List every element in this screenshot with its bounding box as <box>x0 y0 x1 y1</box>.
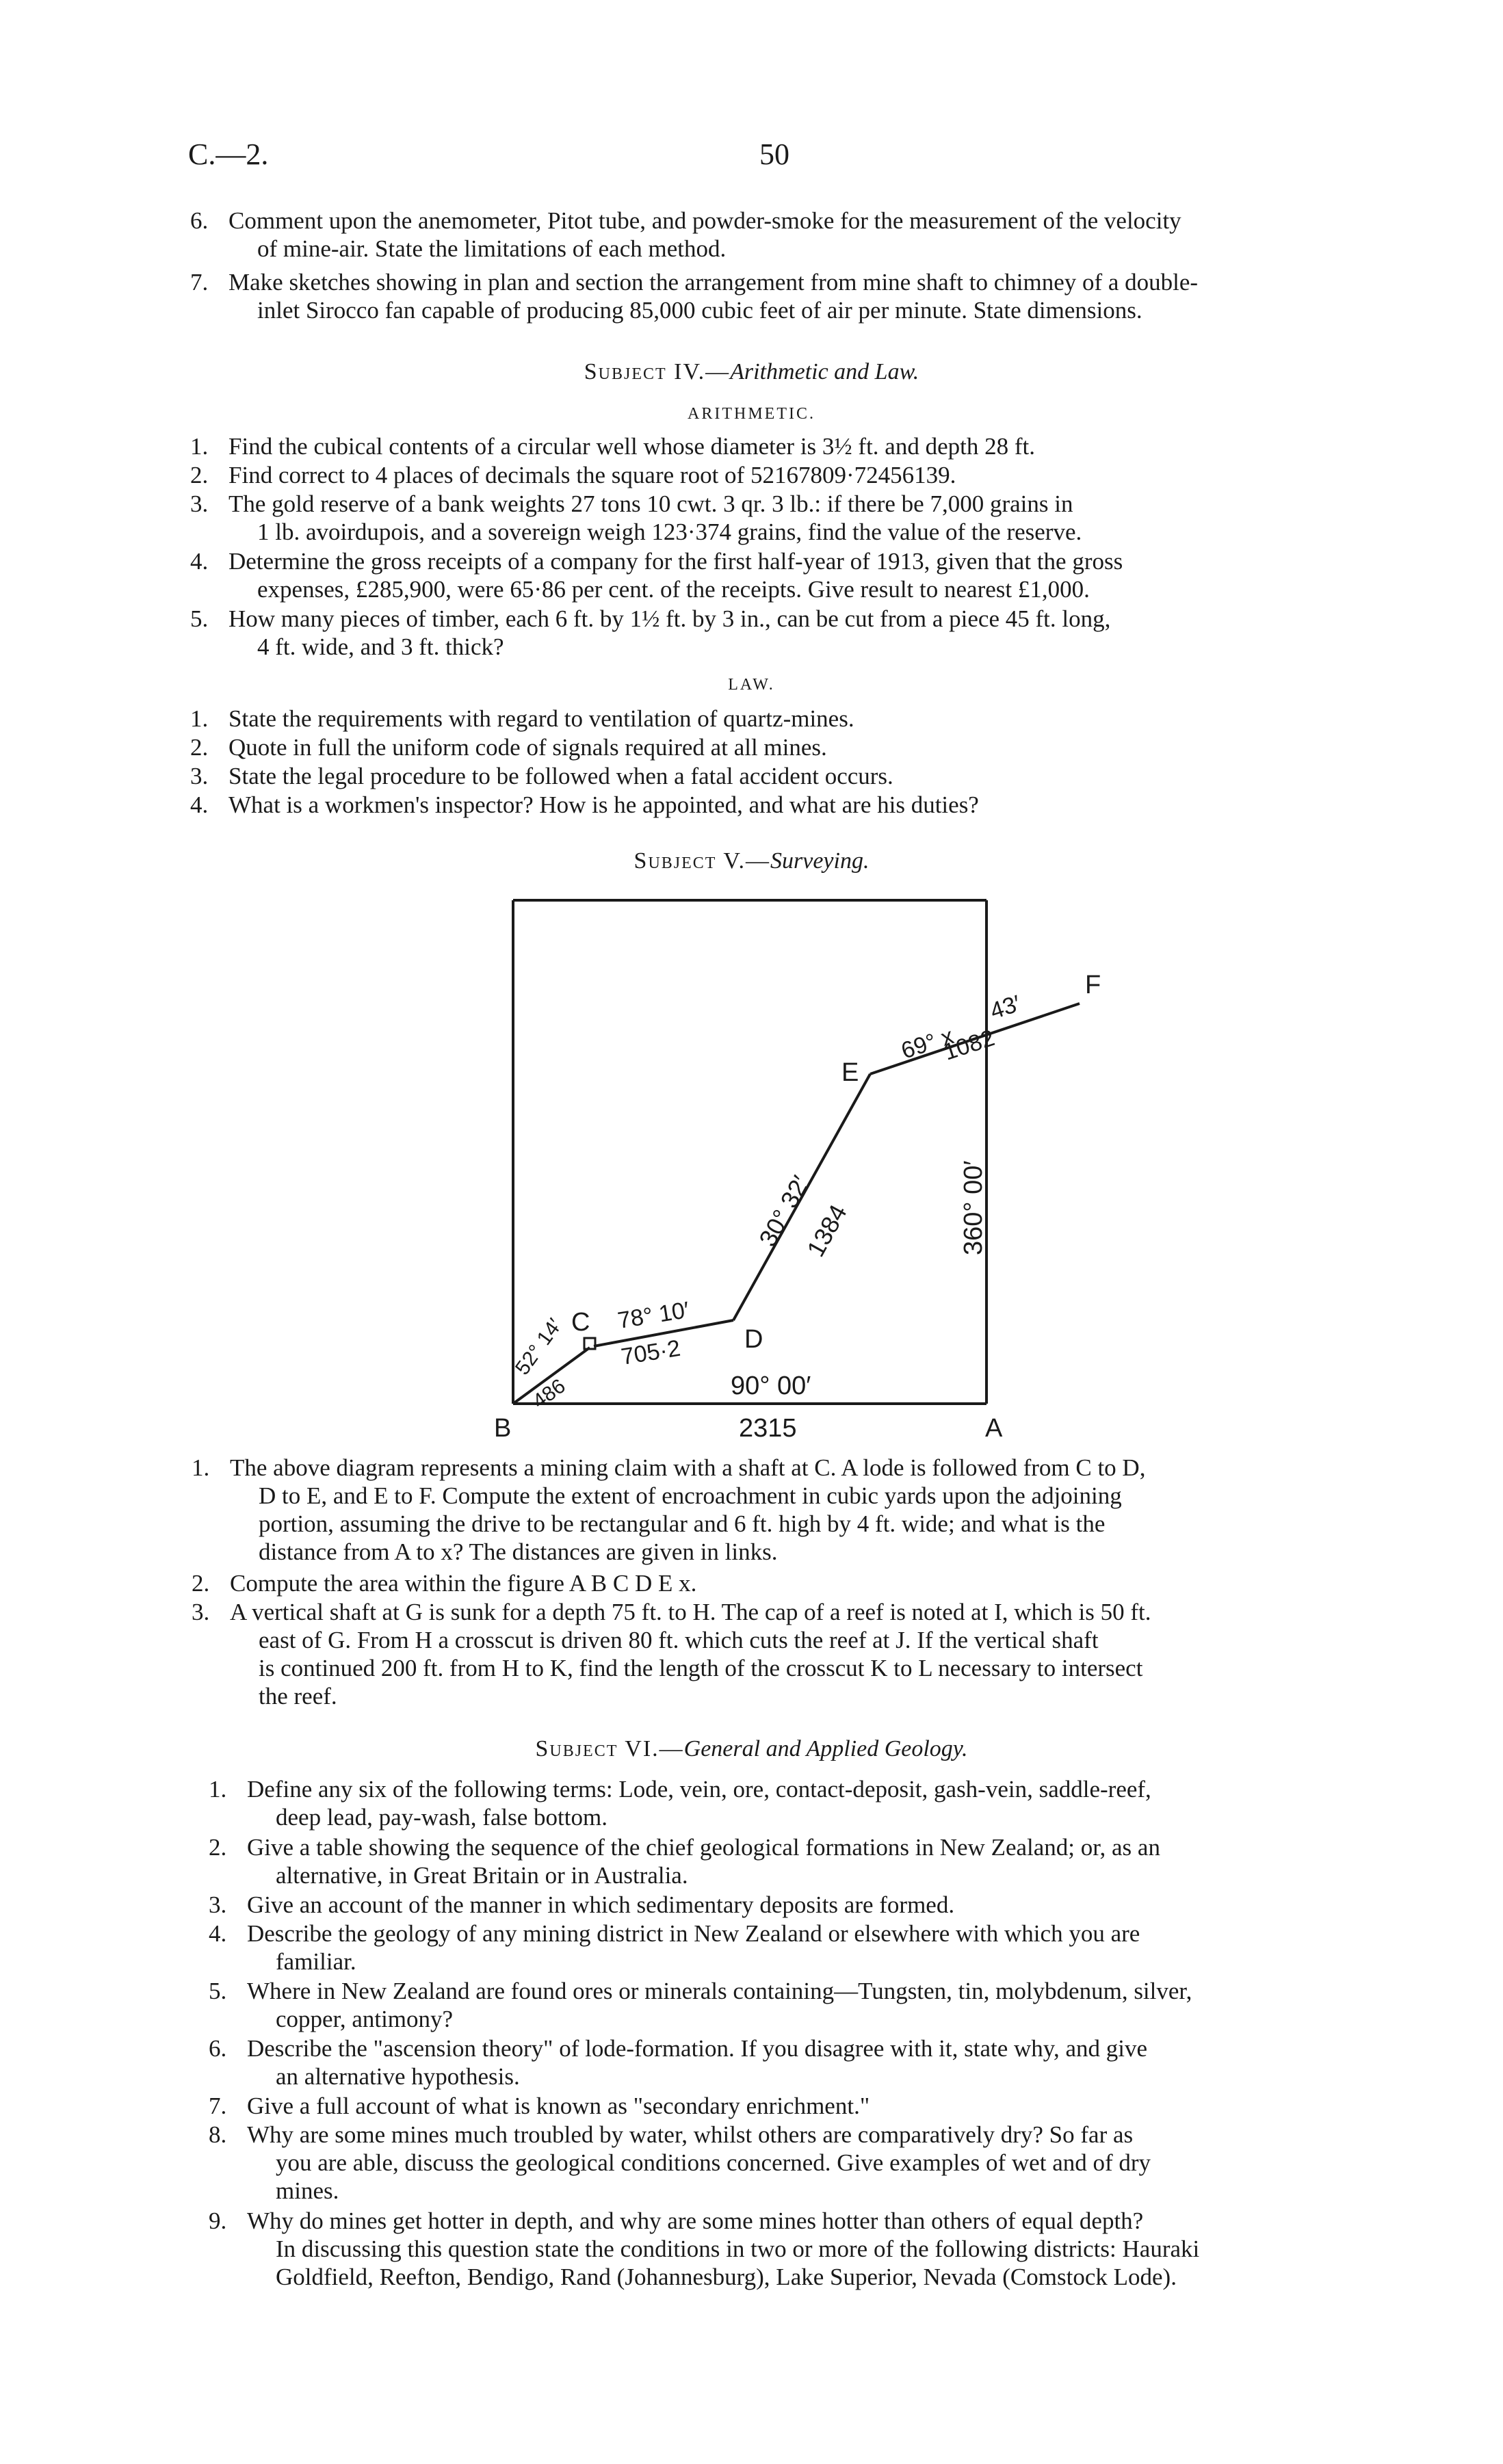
label-dist-Ex: 1082 <box>940 1025 998 1066</box>
label-bearing-CD: 78° 10′ <box>616 1296 692 1334</box>
question-line: How many pieces of timber, each 6 ft. by 1½ ft. by 3 in., can be cut from a piece 45 ft. long, <box>228 605 1111 632</box>
question-line: 4 ft. wide, and 3 ft. thick? <box>257 633 504 660</box>
question-line: The above diagram represents a mining claim with a shaft at C. A lode is followed from C to D, <box>230 1454 1146 1481</box>
question-line: Find correct to 4 places of decimals the square root of 52167809·72456139. <box>228 462 956 488</box>
question-line: Describe the geology of any mining district in New Zealand or elsewhere with which you are <box>247 1920 1140 1947</box>
question-line: What is a workmen's inspector? How is he appointed, and what are his duties? <box>228 791 979 818</box>
label-C: C <box>571 1308 590 1337</box>
question-line: inlet Sirocco fan capable of producing 85,000 cubic feet of air per minute. State dimensions. <box>257 297 1142 324</box>
question-line: Make sketches showing in plan and section the arrangement from mine shaft to chimney of a double- <box>228 269 1199 296</box>
question-line: portion, assuming the drive to be rectangular and 6 ft. high by 4 ft. wide; and what is the <box>259 1510 1106 1537</box>
label-bearing-Ax: 360° 00′ <box>959 1160 988 1255</box>
question-line: The gold reserve of a bank weights 27 tons 10 cwt. 3 qr. 3 lb.: if there be 7,000 grains in <box>228 490 1073 517</box>
question-line: distance from A to x? The distances are given in links. <box>259 1538 778 1565</box>
question-line: east of G. From H a crosscut is driven 80 ft. which cuts the reef at J. If the vertical shaft <box>259 1627 1099 1653</box>
question-line: Describe the "ascension theory" of lode-formation. If you disagree with it, state why, and give <box>247 2035 1148 2062</box>
label-A: A <box>985 1414 1003 1443</box>
question-line: Find the cubical contents of a circular well whose diameter is 3½ ft. and depth 28 ft. <box>228 433 1035 460</box>
label-D: D <box>744 1325 763 1354</box>
subject-iv-heading: Subject IV.—Arithmetic and Law. <box>584 359 919 384</box>
shaft-c-square <box>584 1338 595 1349</box>
label-bearing-BC: 52° 14′ <box>510 1314 567 1380</box>
question-line: Define any six of the following terms: Lode, vein, ore, contact-deposit, gash-vein, saddle-reef, <box>247 1776 1151 1803</box>
question-line: Comment upon the anemometer, Pitot tube, and powder-smoke for the measurement of the velocity <box>228 207 1181 234</box>
question-line: State the requirements with regard to ventilation of quartz-mines. <box>228 705 854 732</box>
question-line: Where in New Zealand are found ores or minerals containing—Tungsten, tin, molybdenum, silver, <box>247 1978 1192 2004</box>
document-code: C.—2. <box>188 137 269 171</box>
question-line: you are able, discuss the geological conditions concerned. Give examples of wet and of dry <box>276 2149 1151 2176</box>
law-heading: LAW. <box>728 676 775 694</box>
label-bearing-EF: 69° x <box>898 1023 957 1064</box>
arithmetic-heading: ARITHMETIC. <box>688 405 815 423</box>
question-line: copper, antimony? <box>276 2006 454 2032</box>
question-number: 6. <box>190 207 209 234</box>
subject-vi-heading: Subject VI.—General and Applied Geology. <box>535 1736 968 1761</box>
question-line: an alternative hypothesis. <box>276 2063 520 2090</box>
question-line: Compute the area within the figure A B C D E x. <box>230 1570 697 1597</box>
question-line: alternative, in Great Britain or in Australia. <box>276 1862 688 1889</box>
label-dist-BC: 486 <box>528 1374 570 1413</box>
question-line: mines. <box>276 2177 339 2204</box>
question-line: 1 lb. avoirdupois, and a sovereign weigh 123·374 grains, find the value of the reserve. <box>257 519 1082 545</box>
question-line: Give a table showing the sequence of the chief geological formations in New Zealand; or, as an <box>247 1834 1160 1861</box>
question-line: the reef. <box>259 1683 337 1709</box>
question-line: Quote in full the uniform code of signals required at all mines. <box>228 734 827 761</box>
label-E: E <box>841 1058 859 1087</box>
question-line: Determine the gross receipts of a company for the first half-year of 1913, given that the gross <box>228 548 1123 575</box>
label-x-to-F: 43′ <box>986 990 1024 1025</box>
question-line: D to E, and E to F. Compute the extent of encroachment in cubic yards upon the adjoining <box>259 1482 1122 1509</box>
label-B: B <box>494 1414 512 1443</box>
question-line: is continued 200 ft. from H to K, find the length of the crosscut K to L necessary to intersect <box>259 1655 1143 1681</box>
label-bearing-DE: 30° 32′ <box>753 1170 815 1251</box>
page-number: 50 <box>759 137 789 171</box>
label-dist-DE: 1384 <box>801 1199 852 1261</box>
question-line: Why are some mines much troubled by water, whilst others are comparatively dry? So far as <box>247 2121 1134 2148</box>
question-line: expenses, £285,900, were 65·86 per cent. of the receipts. Give result to nearest £1,000. <box>257 576 1090 603</box>
question-line: State the legal procedure to be followed when a fatal accident occurs. <box>228 763 893 789</box>
label-dist-BA: 2315 <box>739 1414 797 1443</box>
question-line: In discussing this question state the conditions in two or more of the following districts: Hauraki <box>276 2236 1200 2262</box>
question-line: familiar. <box>276 1948 356 1975</box>
survey-diagram <box>479 882 1136 1457</box>
label-bearing-BA: 90° 00′ <box>731 1372 811 1400</box>
question-line: Goldfield, Reefton, Bendigo, Rand (Johannesburg), Lake Superior, Nevada (Comstock Lode). <box>276 2264 1177 2290</box>
subject-v-heading: Subject V.—Surveying. <box>633 848 870 874</box>
question-line: A vertical shaft at G is sunk for a depth 75 ft. to H. The cap of a reef is noted at I, which is 50 ft. <box>230 1599 1151 1625</box>
question-line: Give a full account of what is known as "secondary enrichment." <box>247 2093 870 2119</box>
question-line: Why do mines get hotter in depth, and why are some mines hotter than others of equal depth? <box>247 2207 1144 2234</box>
question-line: of mine-air. State the limitations of each method. <box>257 235 727 262</box>
label-dist-CD: 705·2 <box>619 1335 683 1370</box>
label-F: F <box>1085 971 1101 999</box>
question-line: deep lead, pay-wash, false bottom. <box>276 1804 607 1831</box>
question-number: 7. <box>190 269 209 296</box>
question-line: Give an account of the manner in which sedimentary deposits are formed. <box>247 1891 955 1918</box>
